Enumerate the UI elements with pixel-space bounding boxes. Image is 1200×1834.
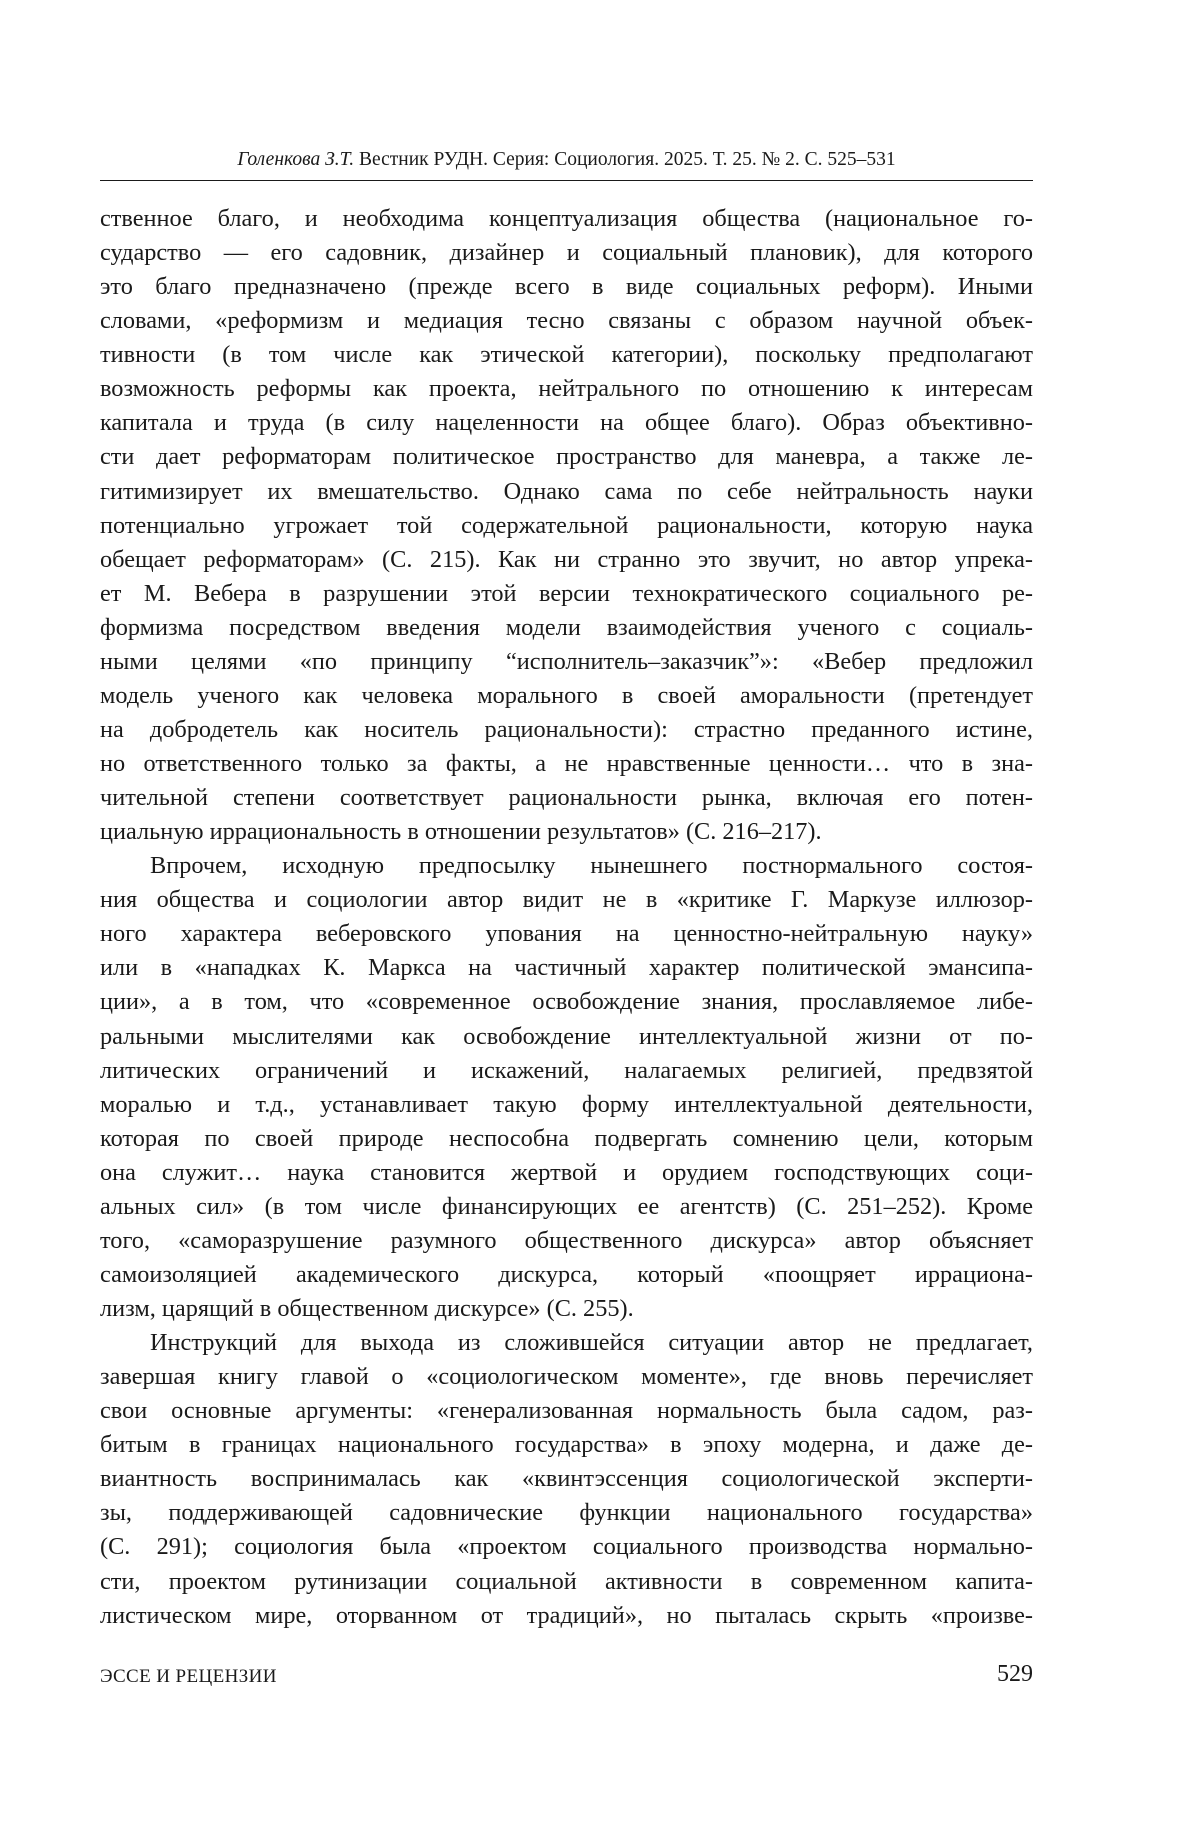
text-line: ции», а в том, что «современное освобождение знания, прославляемое либе- [100,985,1033,1019]
text-line: ет М. Вебера в разрушении этой версии технократического социального ре- [100,577,1033,611]
text-line: зы, поддерживающей садовнические функции национального государства» [100,1496,1033,1530]
text-line: сти дает реформаторам политическое пространство для маневра, а также ле- [100,440,1033,474]
text-line: или в «нападках К. Маркса на частичный характер политической эмансипа- [100,951,1033,985]
running-header [100,148,1033,172]
header-citation: Вестник РУДН. Серия: Социология. 2025. Т. 25. № 2. С. 525–531 [354,149,896,170]
text-line: ными целями «по принципу “исполнитель–заказчик”»: «Вебер предложил [100,645,1033,679]
text-line: это благо предназначено (прежде всего в виде социальных реформ). Иными [100,270,1033,304]
text-line: тивности (в том числе как этической категории), поскольку предполагают [100,338,1033,372]
text-line: сударство — его садовник, дизайнер и социальный плановик), для которого [100,236,1033,270]
text-line: листическом мире, оторванном от традиций», но пыталась скрыть «произве- [100,1599,1033,1633]
text-line: капитала и труда (в силу нацеленности на общее благо). Образ объективно- [100,406,1033,440]
text-line: сти, проектом рутинизации социальной активности в современном капита- [100,1565,1033,1599]
text-line: литических ограничений и искажений, налагаемых религией, предвзятой [100,1054,1033,1088]
text-line: обещает реформаторам» (С. 215). Как ни странно это звучит, но автор упрека- [100,543,1033,577]
header-rule [100,180,1033,181]
text-line: Инструкций для выхода из сложившейся ситуации автор не предлагает, [100,1326,1033,1360]
text-line: чительной степени соответствует рациональности рынка, включая его потен- [100,781,1033,815]
text-line: которая по своей природе неспособна подвергать сомнению цели, которым [100,1122,1033,1156]
text-line: Впрочем, исходную предпосылку нынешнего постнормального состоя- [100,849,1033,883]
text-line: но ответственного только за факты, а не нравственные ценности… что в зна- [100,747,1033,781]
page-number: 529 [997,1659,1033,1689]
text-line: завершая книгу главой о «социологическом моменте», где вновь перечисляет [100,1360,1033,1394]
text-line: она служит… наука становится жертвой и орудием господствующих соци- [100,1156,1033,1190]
text-line: на добродетель как носитель рациональности): страстно преданного истине, [100,713,1033,747]
text-line: виантность воспринималась как «квинтэссенция социологической эксперти- [100,1462,1033,1496]
text-line: моралью и т.д., устанавливает такую форму интеллектуальной деятельности, [100,1088,1033,1122]
text-line: самоизоляцией академического дискурса, который «поощряет иррациона- [100,1258,1033,1292]
text-line: словами, «реформизм и медиация тесно связаны с образом научной объек- [100,304,1033,338]
text-line: лизм, царящий в общественном дискурсе» (С. 255). [100,1292,1033,1326]
text-line: битым в границах национального государства» в эпоху модерна, и даже де- [100,1428,1033,1462]
article-body [100,202,1033,1633]
text-line: ного характера веберовского упования на ценностно-нейтральную науку» [100,917,1033,951]
text-line: альных сил» (в том числе финансирующих ее агентств) (С. 251–252). Кроме [100,1190,1033,1224]
text-line: (С. 291); социология была «проектом социального производства нормально- [100,1530,1033,1564]
header-author: Голенкова З.Т. [237,149,354,170]
footer-section-title: ЭССЕ И РЕЦЕНЗИИ [100,1664,277,1690]
text-line: свои основные аргументы: «генерализованная нормальность была садом, раз- [100,1394,1033,1428]
text-line: гитимизирует их вмешательство. Однако сама по себе нейтральность науки [100,475,1033,509]
text-line: того, «саморазрушение разумного общественного дискурса» автор объясняет [100,1224,1033,1258]
text-line: потенциально угрожает той содержательной рациональности, которую наука [100,509,1033,543]
text-line: ственное благо, и необходима концептуализация общества (национальное го- [100,202,1033,236]
text-line: ния общества и социологии автор видит не в «критике Г. Маркузе иллюзор- [100,883,1033,917]
text-line: циальную иррациональность в отношении результатов» (С. 216–217). [100,815,1033,849]
text-line: модель ученого как человека морального в своей аморальности (претендует [100,679,1033,713]
text-line: ральными мыслителями как освобождение интеллектуальной жизни от по- [100,1020,1033,1054]
text-line: формизма посредством введения модели взаимодействия ученого с социаль- [100,611,1033,645]
text-line: возможность реформы как проекта, нейтрального по отношению к интересам [100,372,1033,406]
